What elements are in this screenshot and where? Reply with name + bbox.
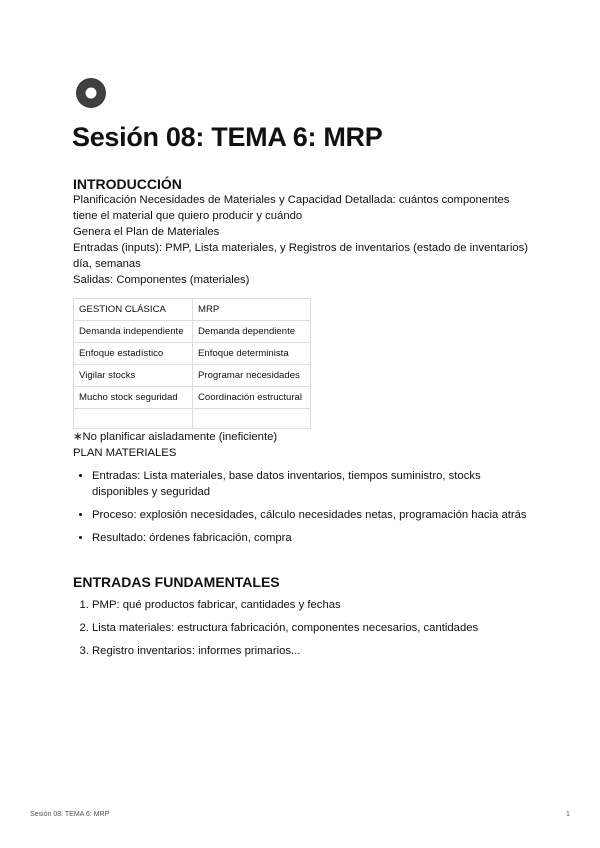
page-content bbox=[73, 176, 533, 666]
list-item: • Proceso: explosión necesidades, cálculo necesidades netas, programación hacia atrás bbox=[92, 507, 533, 523]
intro-paragraph: día, semanas bbox=[73, 258, 141, 270]
table-cell: Coordinación estructural bbox=[193, 387, 311, 409]
table-cell: GESTION CLÁSICA bbox=[74, 299, 193, 321]
table-cell: Enfoque estadístico bbox=[74, 343, 193, 365]
intro-paragraph: Entradas (inputs): PMP, Lista materiales, y Registros de inventarios (estado de inventarios) bbox=[73, 242, 529, 254]
inputs-list bbox=[73, 597, 533, 659]
table-row bbox=[74, 387, 311, 409]
intro-heading: INTRODUCCIÓN bbox=[73, 176, 182, 192]
page-title: Sesión 08: TEMA 6: MRP bbox=[72, 122, 383, 152]
table-cell bbox=[193, 409, 311, 429]
inputs-heading: ENTRADAS FUNDAMENTALES bbox=[73, 574, 280, 590]
page-number: 1 bbox=[566, 811, 570, 818]
plan-label: PLAN MATERIALES bbox=[73, 447, 177, 459]
plan-list bbox=[73, 468, 533, 546]
table-cell: Vigilar stocks bbox=[74, 365, 193, 387]
table-row bbox=[74, 343, 311, 365]
list-item: 1. PMP: qué productos fabricar, cantidades y fechas bbox=[92, 597, 533, 613]
comparison-table bbox=[73, 298, 311, 429]
table-cell bbox=[74, 409, 193, 429]
list-item: • Resultado: órdenes fabricación, compra bbox=[92, 530, 533, 546]
list-item: • Entradas: Lista materiales, base datos inventarios, tiempos suministro, stocks disponibles y seguridad bbox=[92, 468, 533, 500]
record-circle-icon bbox=[76, 78, 106, 108]
table-cell: MRP bbox=[193, 299, 311, 321]
table-cell: Enfoque determinista bbox=[193, 343, 311, 365]
table-cell: Demanda independiente bbox=[74, 321, 193, 343]
note-text: ∗No planificar aisladamente (ineficiente) bbox=[73, 431, 278, 443]
list-item: 2. Lista materiales: estructura fabricación, componentes necesarios, cantidades bbox=[92, 620, 533, 636]
table-row bbox=[74, 409, 311, 429]
table-row bbox=[74, 321, 311, 343]
intro-paragraph: Genera el Plan de Materiales bbox=[73, 226, 220, 238]
intro-paragraph: Planificación Necesidades de Materiales y Capacidad Detallada: cuántos componentes tiene el material que quiero producir y cuándo bbox=[73, 194, 510, 222]
footer-title: Sesión 08: TEMA 6: MRP bbox=[30, 811, 110, 818]
list-item: 3. Registro inventarios: informes primarios... bbox=[92, 643, 533, 659]
table-row bbox=[74, 365, 311, 387]
table-cell: Mucho stock seguridad bbox=[74, 387, 193, 409]
table-cell: Programar necesidades bbox=[193, 365, 311, 387]
intro-paragraph: Salidas: Componentes (materiales) bbox=[73, 274, 250, 286]
table-row bbox=[74, 299, 311, 321]
table-cell: Demanda dependiente bbox=[193, 321, 311, 343]
